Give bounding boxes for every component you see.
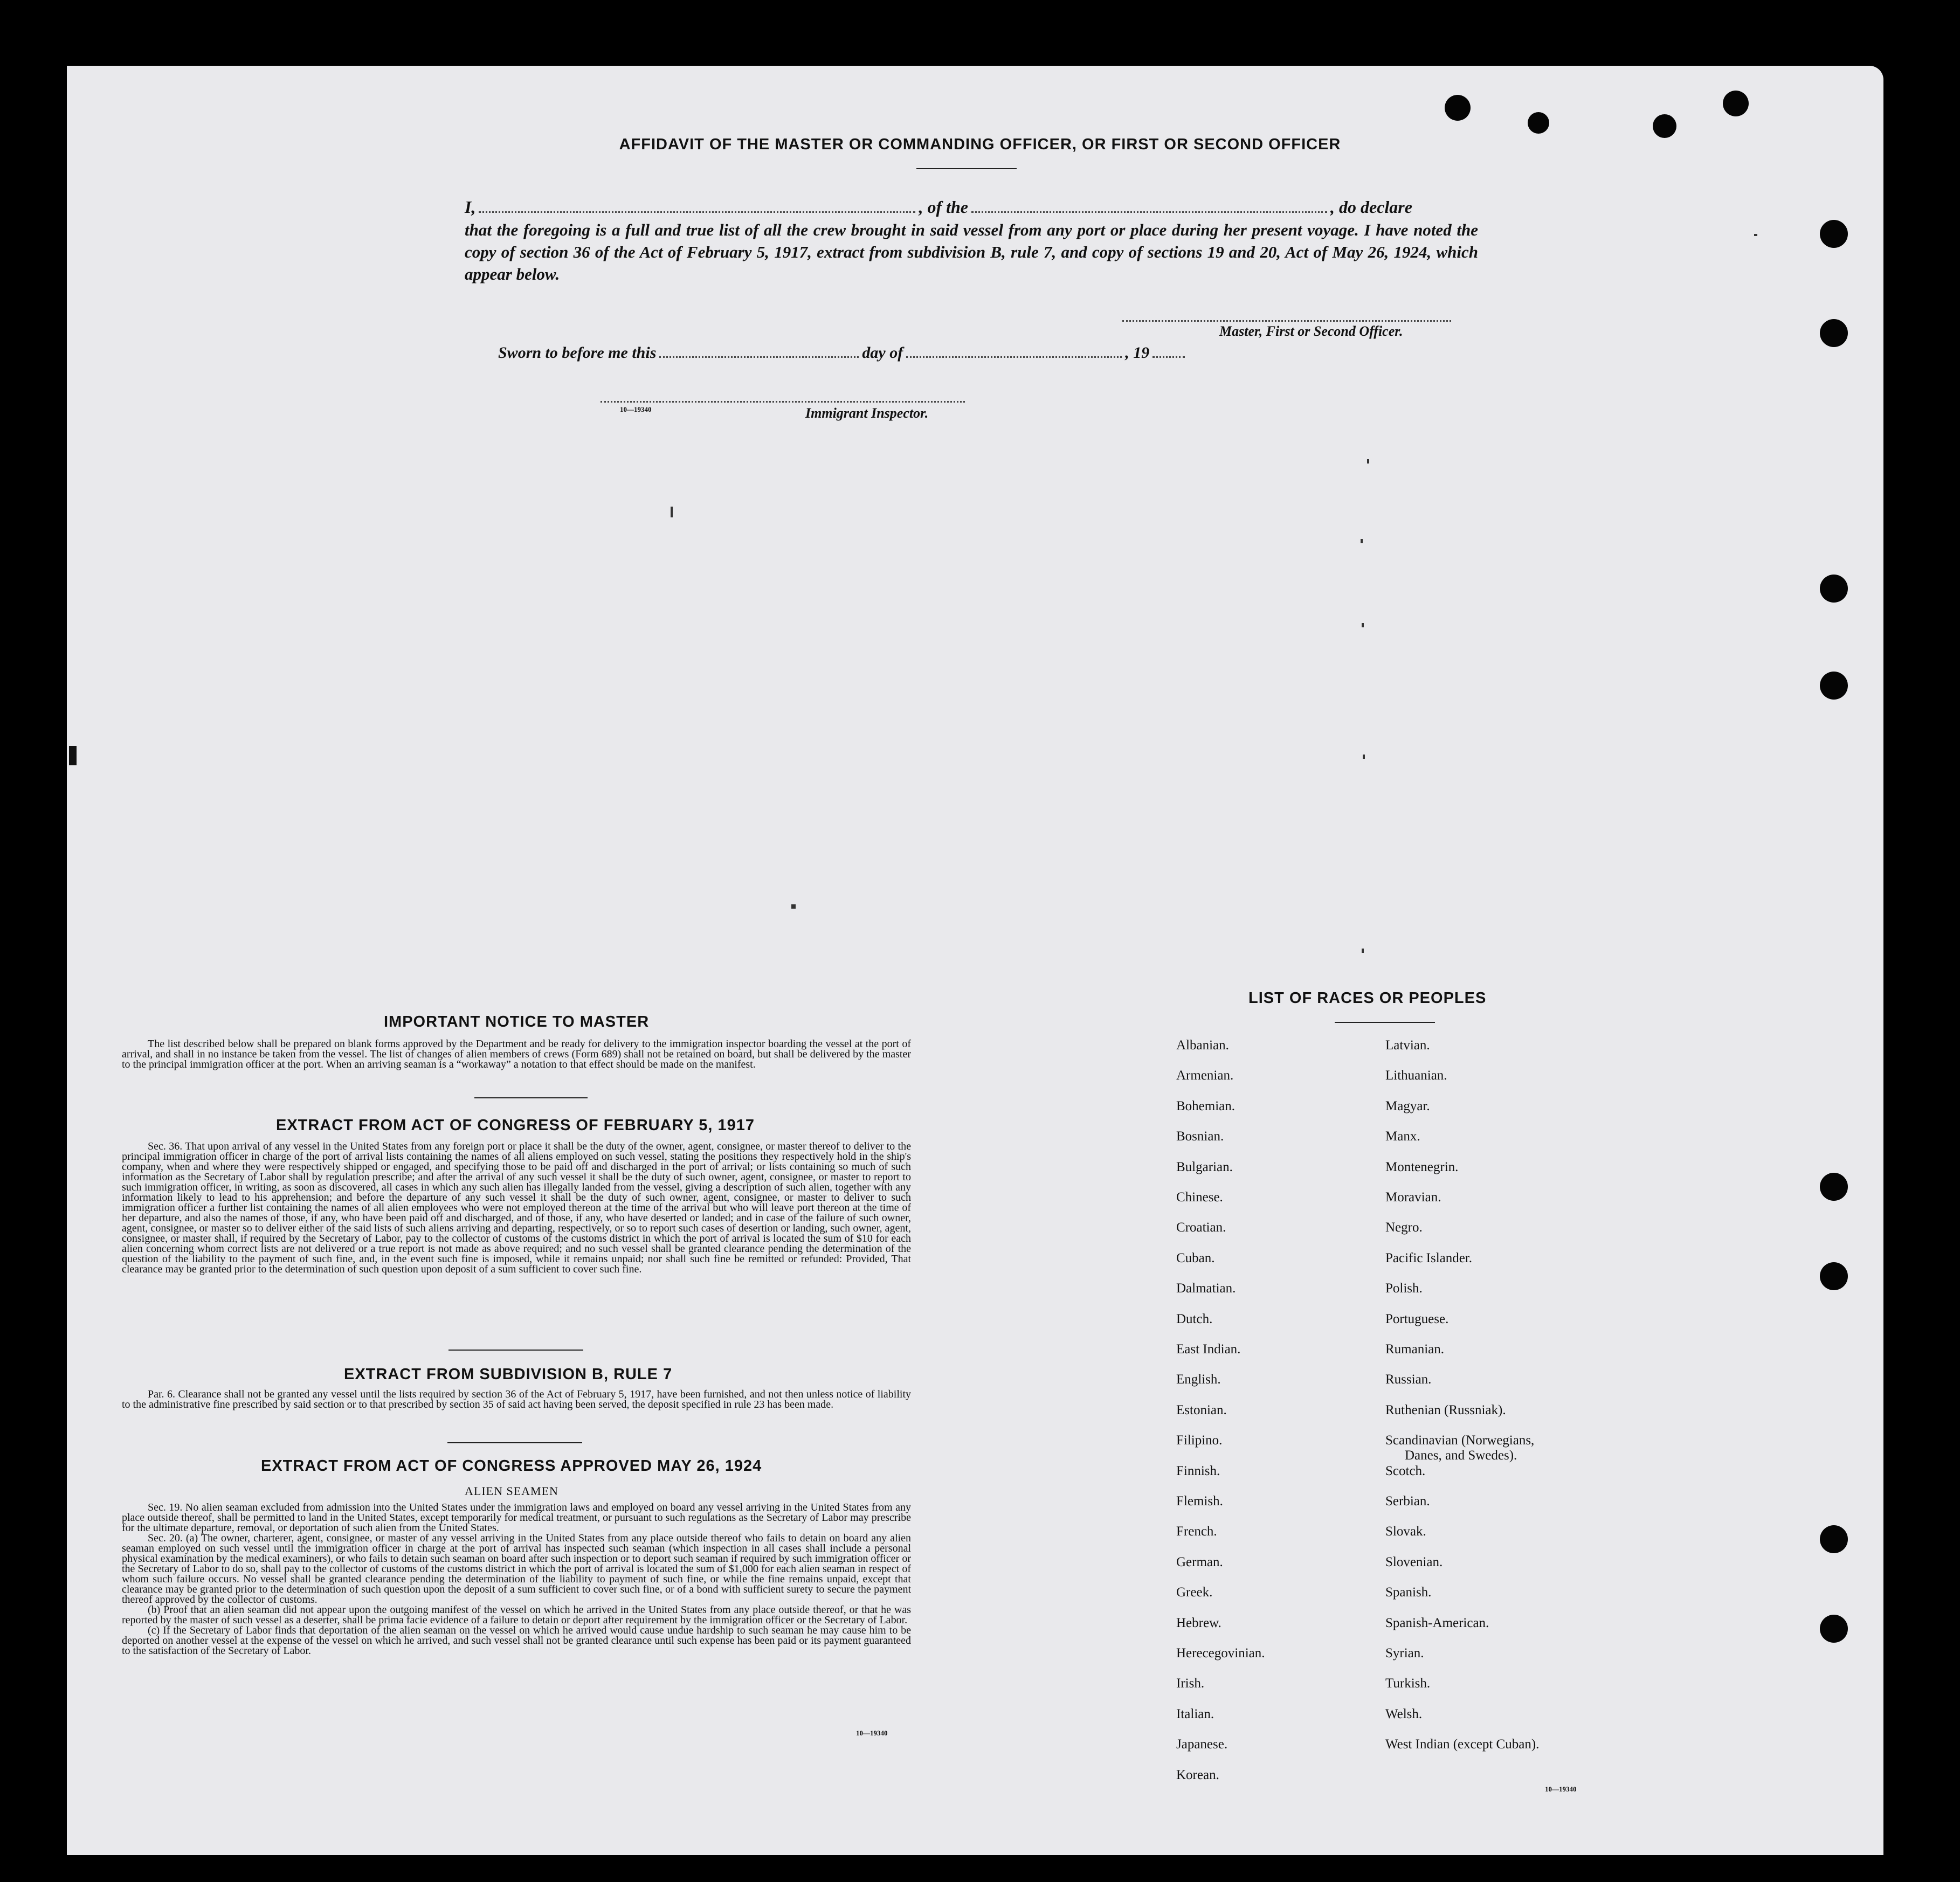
- scan-speck: [671, 507, 673, 517]
- sworn-line: [498, 344, 1188, 362]
- race-item: German.: [1176, 1554, 1223, 1569]
- extract-rule7-title: EXTRACT FROM SUBDIVISION B, RULE 7: [344, 1366, 673, 1383]
- affidavit-title: AFFIDAVIT OF THE MASTER OR COMMANDING OFFICER, OR FIRST OR SECOND OFFICER: [619, 136, 1341, 153]
- section-20a-paragraph: Sec. 20. (a) The owner, charterer, agent, consignee, or master of any vessel arriving in the United States from any place outside thereof who fails to detain on board any alien seaman employed on such vessel until the immigration officer in charge at the port of arrival has inspected such seaman (which inspection in all cases shall include a personal physical examination by the medical examiners), or who fails to detain such seaman on board after such inspection or to deport such seaman if required by such immigration officer or the Secretary of Labor to do so, shall pay to the collector of customs of the customs district in which the port of arrival is located the sum of $1,000 for each alien seaman in respect of whom such failure occurs. No vessel shall be granted clearance pending the determination of the liability to payment of such fine, or while the fine remains unpaid, except that clearance may be granted prior to the determination of such question upon the deposit of a sum sufficient to cover such fine, or of a bond with sufficient surety to secure the payment thereof approved by the collector of customs.: [122, 1532, 911, 1606]
- race-item: Estonian.: [1176, 1402, 1227, 1417]
- form-code: 10—19340: [856, 1729, 888, 1737]
- alien-seamen-subtitle: ALIEN SEAMEN: [465, 1484, 558, 1498]
- binder-hole: [1820, 220, 1848, 248]
- race-item: Manx.: [1385, 1129, 1420, 1144]
- race-item: Pacific Islander.: [1385, 1250, 1473, 1265]
- vessel-field[interactable]: [971, 211, 1327, 213]
- race-item: Korean.: [1176, 1767, 1219, 1782]
- race-item: Moravian.: [1385, 1190, 1441, 1205]
- races-title: LIST OF RACES OR PEOPLES: [1248, 990, 1487, 1007]
- declaration-i: I,: [465, 197, 476, 217]
- extract-1917-paragraph: Sec. 36. That upon arrival of any vessel in the United States from any foreign port or place it shall be the duty of the owner, agent, consignee, or master thereof to deliver to the principal immigration officer in charge of the port of arrival lists containing the names of all aliens employed on such vessel, stating the positions they respectively hold in the ship's company, when and where they were respectively shipped or engaged, and specifying those to be paid off and discharged in the port of arrival; or lists containing so much of such information as the Secretary of Labor shall by regulation prescribe; and after the arrival of any such vessel it shall be the duty of such owner, agent, consignee, or master to report to such immigration officer, in writing, as soon as discovered, all cases in which any such alien has illegally landed from the vessel, giving a description of such alien, together with any information likely to lead to his apprehension; and before the departure of any such vessel it shall be the duty of such owner, agent, consignee, or master to deliver to such immigration officer a further list containing the names of all alien employees who were not employed thereon at the time of the arrival but who will leave port thereon at the time of her departure, and also the names of those, if any, who have been paid off and discharged, and of those, if any, who have deserted or landed; and in case of the failure of such owner, agent, consignee, or master so to deliver either of the said lists of such aliens arriving and departing, respectively, or so to report such cases of desertion or landing, such owner, agent, consignee, or master shall, if required by the Secretary of Labor, pay to the collector of customs of the customs district in which the port of arrival is located the sum of $10 for each alien concerning whom correct lists are not delivered or a true report is not made as above required; and no such vessel shall be granted clearance pending the determination of the question of the liability to the payment of such fine, and, in the event such fine is imposed, while it remains unpaid; nor shall such fine be remitted or refunded: Provided, That clearance may be granted prior to the determination of such question upon deposit of a sum sufficient to cover such fine.: [122, 1140, 911, 1275]
- race-item: Hebrew.: [1176, 1615, 1221, 1630]
- race-item: Latvian.: [1385, 1038, 1430, 1053]
- scan-speck: [1362, 949, 1364, 953]
- race-item: Dalmatian.: [1176, 1281, 1236, 1296]
- scan-speck: [1361, 539, 1363, 543]
- race-item: Polish.: [1385, 1281, 1423, 1296]
- race-item: Negro.: [1385, 1220, 1423, 1235]
- race-item: Albanian.: [1176, 1038, 1229, 1053]
- race-item: Croatian.: [1176, 1220, 1226, 1235]
- notice-text: [122, 1039, 911, 1070]
- sworn-year-field[interactable]: [1152, 356, 1185, 358]
- declaration-line: [465, 197, 1412, 217]
- race-item: Slovenian.: [1385, 1554, 1443, 1569]
- notice-title: IMPORTANT NOTICE TO MASTER: [384, 1013, 650, 1030]
- race-item: Cuban.: [1176, 1250, 1215, 1265]
- race-item: Bohemian.: [1176, 1098, 1236, 1113]
- scan-speck: [69, 746, 77, 765]
- binder-hole: [1653, 114, 1676, 138]
- races-title-rule: [1335, 1022, 1435, 1023]
- sworn-day-field[interactable]: [659, 356, 859, 358]
- race-item: Montenegrin.: [1385, 1159, 1459, 1174]
- binder-hole: [1723, 91, 1749, 116]
- binder-hole: [1820, 1525, 1848, 1553]
- section-rule: [474, 1097, 588, 1098]
- extract-1917-title: EXTRACT FROM ACT OF CONGRESS OF FEBRUARY 5, 1917: [276, 1117, 755, 1134]
- race-item: Filipino.: [1176, 1433, 1223, 1448]
- binder-hole: [1528, 112, 1549, 134]
- race-item: Irish.: [1176, 1676, 1205, 1691]
- sworn-label: Sworn to before me this: [498, 344, 657, 362]
- scan-speck: [1754, 234, 1757, 236]
- race-item: Ruthenian (Russniak).: [1385, 1402, 1506, 1417]
- binder-hole: [1820, 1262, 1848, 1290]
- binder-hole: [1820, 1615, 1848, 1643]
- race-item: Magyar.: [1385, 1098, 1430, 1113]
- binder-hole: [1820, 319, 1848, 347]
- extract-1924-text: [122, 1503, 911, 1656]
- race-item: Bulgarian.: [1176, 1159, 1233, 1174]
- name-field[interactable]: [479, 211, 915, 213]
- section-19-paragraph: Sec. 19. No alien seaman excluded from admission into the United States under the immigration laws and employed on board any vessel arriving in the United States from any place outside thereof, shall be permitted to land in the United States, except temporarily for medical treatment, or pursuant to such regulations as the Secretary of Labor may prescribe for the ultimate departure, removal, or deportation of such alien from the United States.: [122, 1502, 911, 1534]
- race-item: Lithuanian.: [1385, 1068, 1447, 1083]
- race-item: Finnish.: [1176, 1463, 1220, 1478]
- binder-hole: [1820, 672, 1848, 700]
- scan-speck: [1363, 755, 1365, 759]
- sworn-year-label: , 19: [1125, 344, 1150, 362]
- race-item: Italian.: [1176, 1706, 1214, 1721]
- race-item: Greek.: [1176, 1585, 1213, 1600]
- affidavit-body: that the foregoing is a full and true list of all the crew brought in said vessel from any port or place during her present voyage. I have noted the copy of section 36 of the Act of February 5, 1917, extract from subdivision B, rule 7, and copy of sections 19 and 20, Act of May 26, 1924, which appear below.: [465, 220, 1478, 283]
- extract-1924-title: EXTRACT FROM ACT OF CONGRESS APPROVED MAY 26, 1924: [261, 1457, 762, 1475]
- race-item: Danes, and Swedes).: [1405, 1448, 1517, 1463]
- race-item: French.: [1176, 1524, 1217, 1539]
- race-item: Syrian.: [1385, 1646, 1424, 1660]
- binder-hole: [1820, 1173, 1848, 1201]
- race-item: Serbian.: [1385, 1494, 1430, 1509]
- race-item: Flemish.: [1176, 1494, 1223, 1509]
- extract-rule7-paragraph: Par. 6. Clearance shall not be granted any vessel until the lists required by section 36 of the Act of February 5, 1917, have been furnished, and not then unless notice of liability to the administrative fine prescribed by said section or to that prescribed by section 35 of said act having been served, the deposit specified in rule 23 has been made.: [122, 1388, 911, 1410]
- declaration-end: , do declare: [1330, 197, 1412, 217]
- declaration-of: , of the: [919, 197, 968, 217]
- race-item: Welsh.: [1385, 1706, 1423, 1721]
- race-item: Spanish-American.: [1385, 1615, 1489, 1630]
- inspector-caption: Immigrant Inspector.: [805, 405, 929, 421]
- scan-speck: [791, 904, 796, 909]
- extract-rule7-text: [122, 1389, 911, 1410]
- form-code: 10—19340: [620, 405, 652, 413]
- race-item: Scandinavian (Norwegians,: [1385, 1433, 1535, 1448]
- section-20c-paragraph: (c) If the Secretary of Labor finds that deportation of the alien seaman on the vessel on which he arrived would cause undue hardship to such seaman he may cause him to be deported on another vessel at the expense of the vessel on which he arrived, and such vessel shall not be granted clearance until such expense has been paid or its payment guaranteed to the satisfaction of the Secretary of Labor.: [122, 1624, 911, 1657]
- sworn-month-field[interactable]: [906, 356, 1122, 358]
- race-item: Slovak.: [1385, 1524, 1426, 1539]
- race-item: Japanese.: [1176, 1737, 1228, 1752]
- race-item: Spanish.: [1385, 1585, 1432, 1600]
- race-item: Armenian.: [1176, 1068, 1234, 1083]
- race-item: West Indian (except Cuban).: [1385, 1737, 1540, 1752]
- race-item: Turkish.: [1385, 1676, 1431, 1691]
- race-item: Herecegovinian.: [1176, 1646, 1265, 1660]
- scan-speck: [1362, 623, 1364, 627]
- binder-hole: [1445, 95, 1471, 121]
- section-rule: [447, 1442, 582, 1443]
- race-item: East Indian.: [1176, 1342, 1241, 1357]
- sworn-day-label: day of: [862, 344, 903, 362]
- signature-caption: Master, First or Second Officer.: [1219, 323, 1403, 339]
- inspector-signature-line[interactable]: [601, 401, 965, 403]
- race-item: Russian.: [1385, 1372, 1432, 1387]
- scan-speck: [1367, 459, 1369, 463]
- binder-hole: [1820, 575, 1848, 603]
- race-item: Scotch.: [1385, 1463, 1426, 1478]
- race-item: Chinese.: [1176, 1190, 1223, 1205]
- section-20b-paragraph: (b) Proof that an alien seaman did not appear upon the outgoing manifest of the vessel on which he arrived in the United States from any place outside thereof, or that he was reported by the master of such vessel as a deserter, shall be prima facie evidence of a failure to detain or deport after requirement by the immigration officer or the Secretary of Labor.: [122, 1604, 911, 1626]
- extract-1917-text: [122, 1141, 911, 1275]
- title-rule: [916, 168, 1017, 169]
- race-item: English.: [1176, 1372, 1221, 1387]
- race-item: Rumanian.: [1385, 1342, 1445, 1357]
- race-item: Bosnian.: [1176, 1129, 1224, 1144]
- race-item: Dutch.: [1176, 1311, 1213, 1326]
- signature-line[interactable]: [1122, 320, 1451, 322]
- form-code: 10—19340: [1545, 1785, 1577, 1793]
- notice-paragraph: The list described below shall be prepared on blank forms approved by the Department and be ready for delivery to the immigration inspector boarding the vessel at the port of arrival, and shall in no instance be taken from the vessel. The list of changes of alien members of crews (Form 689) shall not be retained on board, but shall be delivered by the master to the principal immigration officer at the port. When an arriving seaman is a “workaway” a notation to that effect should be made on the manifest.: [122, 1038, 911, 1070]
- section-rule: [448, 1350, 583, 1351]
- race-item: Portuguese.: [1385, 1311, 1449, 1326]
